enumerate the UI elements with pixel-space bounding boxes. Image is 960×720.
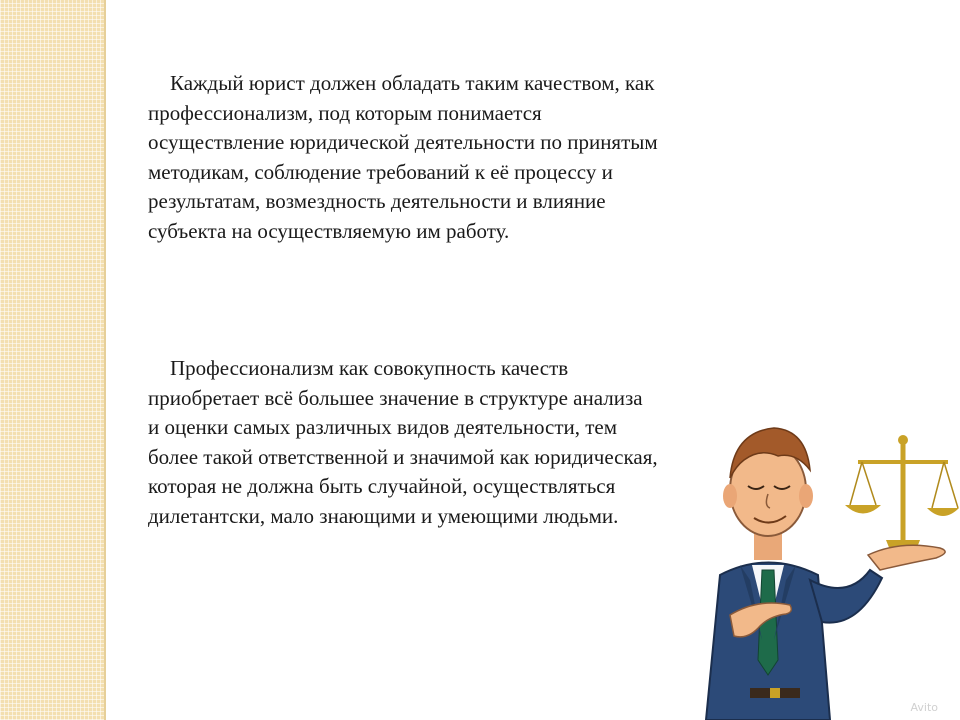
scales-icon [845, 435, 959, 550]
side-band-edge [104, 0, 106, 720]
lawyer-with-scales-icon [690, 400, 960, 720]
watermark: Avito [910, 701, 938, 714]
paragraph-professionalism-definition: Каждый юрист должен обладать таким качеством, как профессионализм, под которым понимается осуществление юридической деятельности по принятым методикам, соблюдение требований к её процессу и результатам, возмездность деятельности и влияние субъекта на осуществляемую им работу. [148, 71, 658, 243]
decorative-side-band [0, 0, 104, 720]
paragraph-professionalism-importance: Профессионализм как совокупность качеств приобретает всё большее значение в структуре анализа и оценки самых различных видов деятельности, тем более такой ответственной и значимой как юридическая, которая не должна быть случайной, осуществляться дилетантски, мало знающими и умеющими людьми. [148, 356, 658, 528]
lawyer-illustration [690, 400, 960, 720]
